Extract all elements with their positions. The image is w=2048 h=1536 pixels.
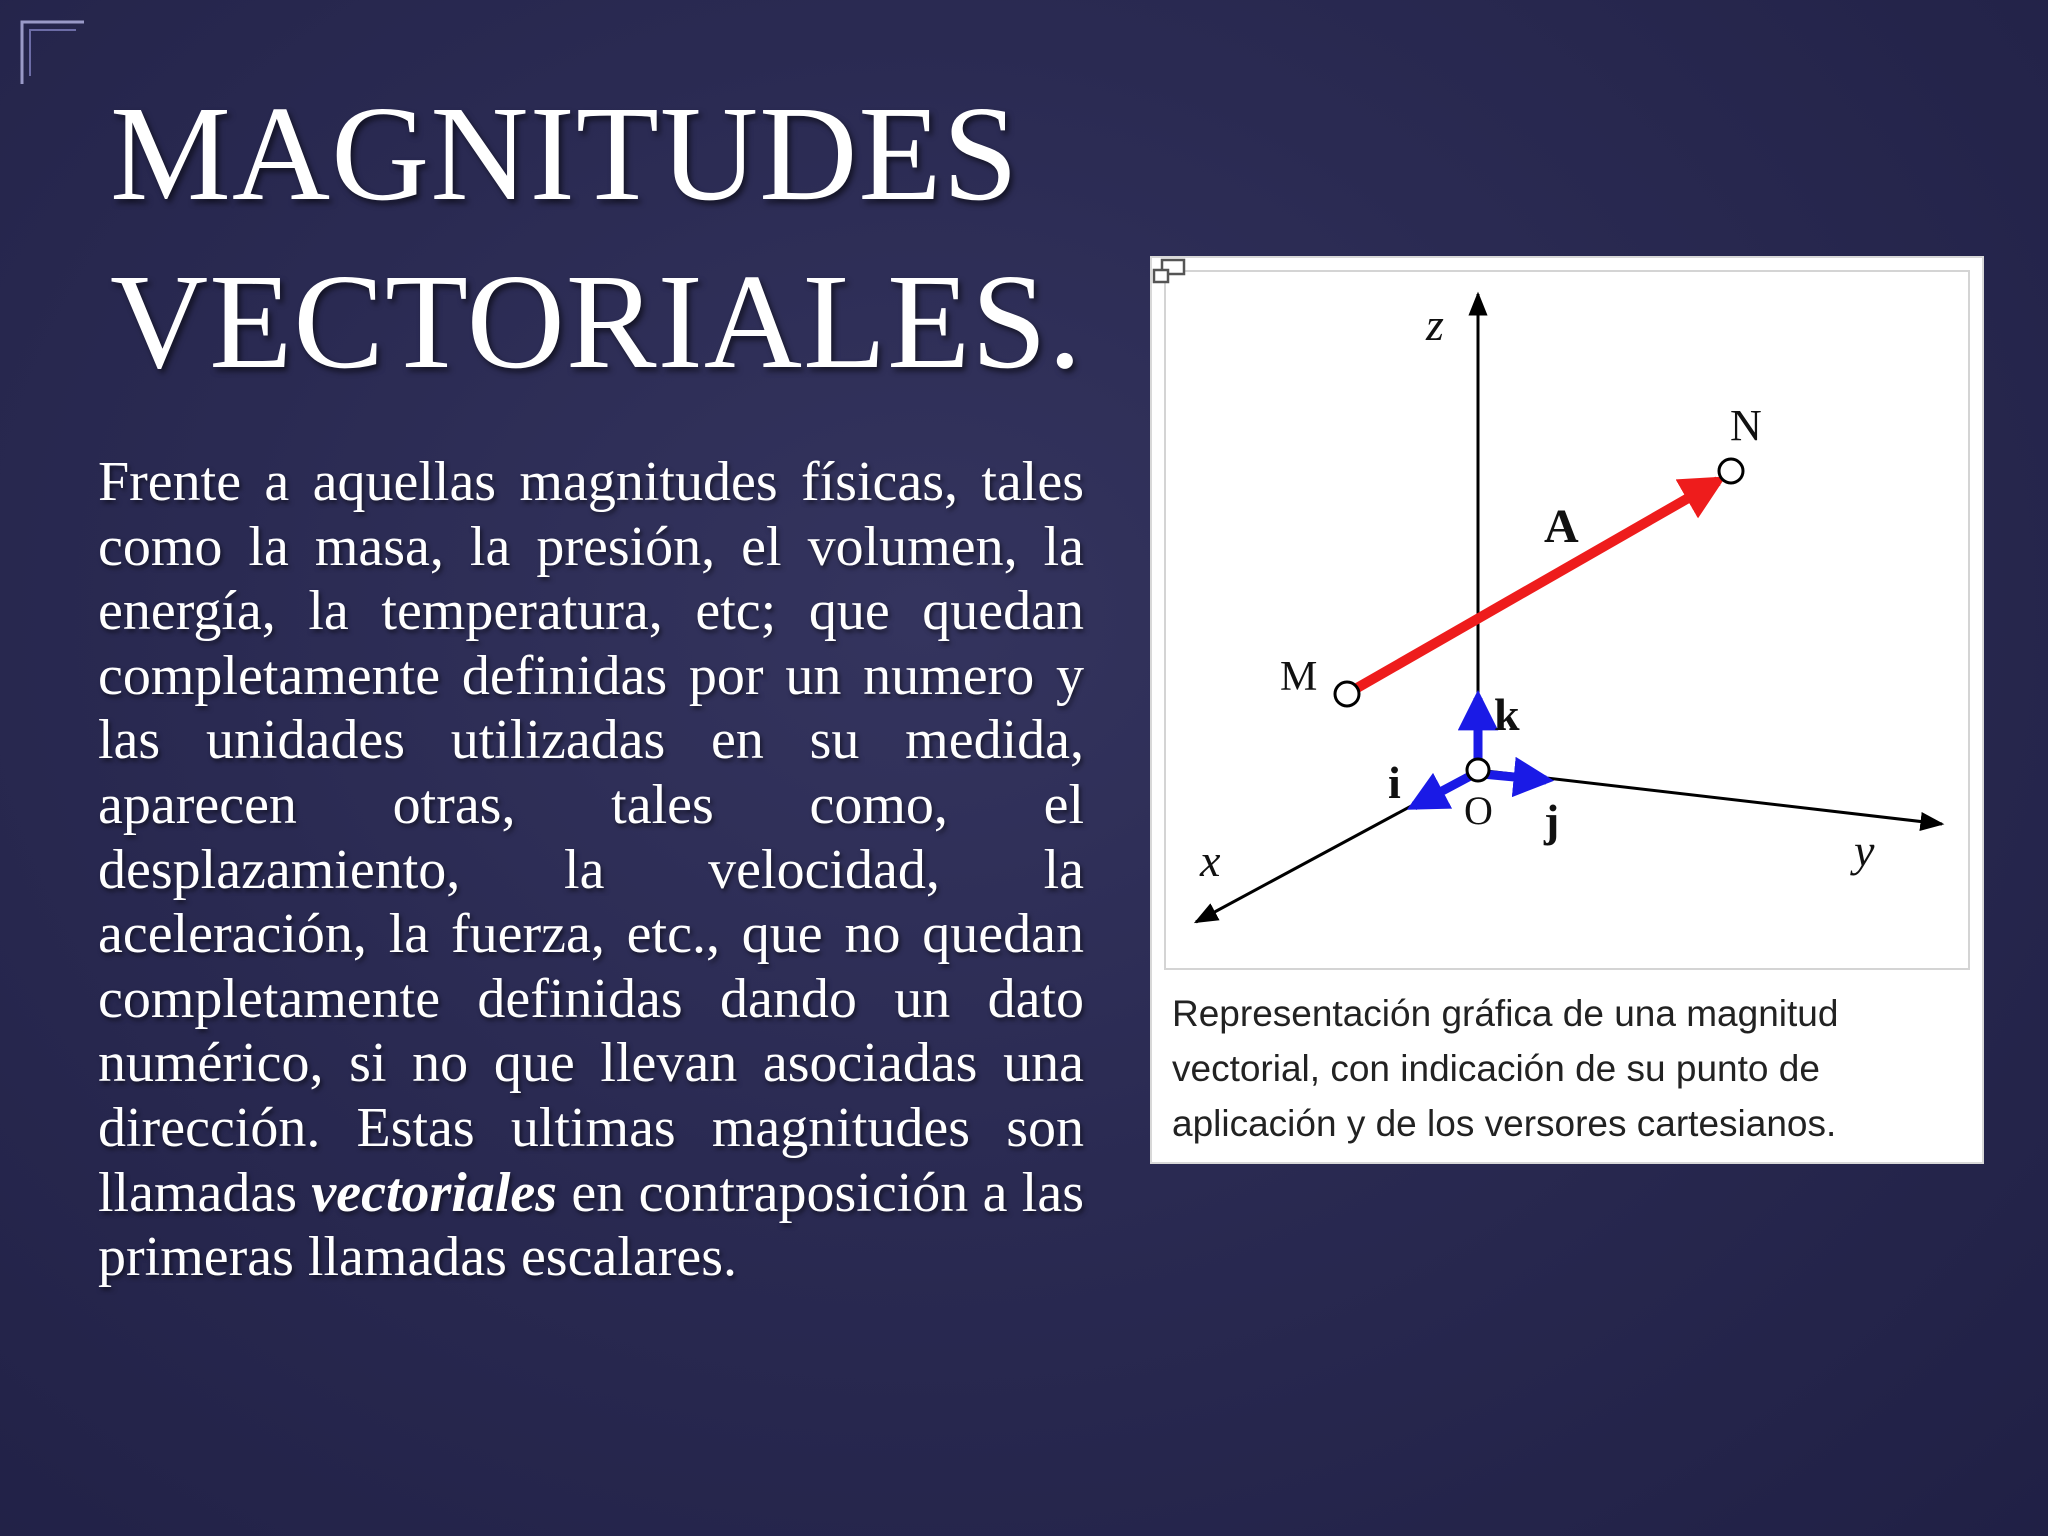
body-text-part-2: en contraposición a las primeras llamadas escalares.	[98, 1161, 1084, 1289]
title-line-2: VECTORIALES.	[110, 247, 1083, 397]
figure-caption: Representación gráfica de una magnitud vectorial, con indicación de su punto de aplicación y de los versores cartesianos.	[1172, 993, 1839, 1144]
label-j: j	[1544, 795, 1560, 846]
enlarge-icon[interactable]	[1152, 258, 1186, 286]
label-k: k	[1494, 689, 1520, 740]
body-text-emphasis: vectoriales	[311, 1161, 558, 1224]
label-m: M	[1280, 654, 1318, 700]
slide-title	[110, 70, 1170, 406]
label-o: O	[1464, 788, 1493, 833]
vector-diagram	[1152, 258, 1982, 978]
body-text-part-1: Frente a aquellas magnitudes físicas, tales como la masa, la presión, el volumen, la energía, la temperatura, etc; que quedan completamente definidas por un numero y las unidades utilizadas en su medida, aparecen otras, tales como, el desplazamiento, la velocidad, la aceleración, la fuerza, etc., que no quedan completamente definidas dando un dato numérico, si no que llevan asociadas una dirección. Estas ultimas magnitudes son llamadas	[98, 451, 1084, 1224]
label-y: y	[1854, 825, 1875, 876]
origin-marker	[1467, 759, 1489, 781]
body-paragraph	[98, 450, 1084, 1290]
vector-figure	[1152, 258, 1982, 1162]
vector-a-arrow	[1350, 481, 1718, 692]
label-a: A	[1544, 500, 1579, 553]
label-z: z	[1426, 299, 1444, 350]
title-line-1: MAGNITUDES	[110, 79, 1020, 229]
unit-vector-j	[1482, 774, 1546, 780]
label-x: x	[1200, 835, 1221, 886]
point-m-marker	[1335, 682, 1359, 706]
point-n-marker	[1719, 459, 1743, 483]
label-i: i	[1388, 757, 1401, 808]
corner-bracket-ornament	[18, 18, 88, 88]
label-n: N	[1730, 401, 1762, 450]
